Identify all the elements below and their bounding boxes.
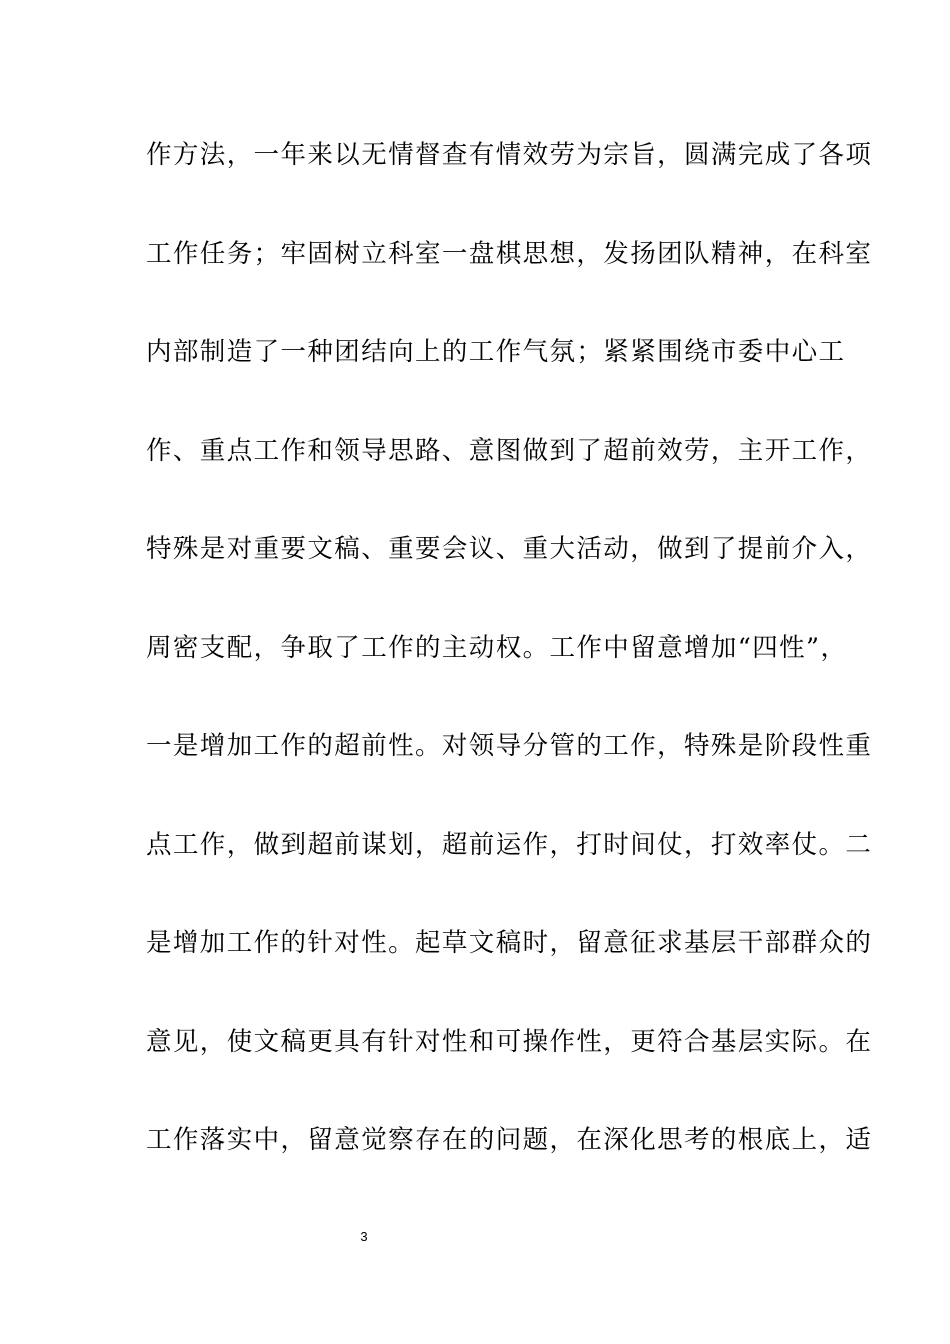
text-line-5: 特殊是对重要文稿、重要会议、重大活动，做到了提前介入， xyxy=(146,534,873,564)
text-line-7: 一是增加工作的超前性。对领导分管的工作，特殊是阶段性重 xyxy=(146,731,873,761)
text-line-1: 作方法，一年来以无情督查有情效劳为宗旨，圆满完成了各项 xyxy=(146,140,873,170)
text-line-2: 工作任务；牢固树立科室一盘棋思想，发扬团队精神，在科室 xyxy=(146,238,873,269)
text-line-10: 意见，使文稿更具有针对性和可操作性，更符合基层实际。在 xyxy=(146,1026,873,1057)
text-line-6: 周密支配，争取了工作的主动权。工作中留意增加“四性”， xyxy=(146,632,848,663)
text-line-4: 作、重点工作和领导思路、意图做到了超前效劳，主开工作， xyxy=(146,435,873,466)
text-line-9: 是增加工作的针对性。起草文稿时，留意征求基层干部群众的 xyxy=(146,928,873,958)
text-line-8: 点工作，做到超前谋划，超前运作，打时间仗，打效率仗。二 xyxy=(146,829,873,860)
text-line-11: 工作落实中，留意觉察存在的问题，在深化思考的根底上，适 xyxy=(146,1125,873,1155)
body-text xyxy=(146,130,873,1214)
text-line-3: 内部制造了一种团结向上的工作气氛；紧紧围绕市委中心工 xyxy=(146,337,846,367)
page-number: 3 xyxy=(360,1229,368,1244)
